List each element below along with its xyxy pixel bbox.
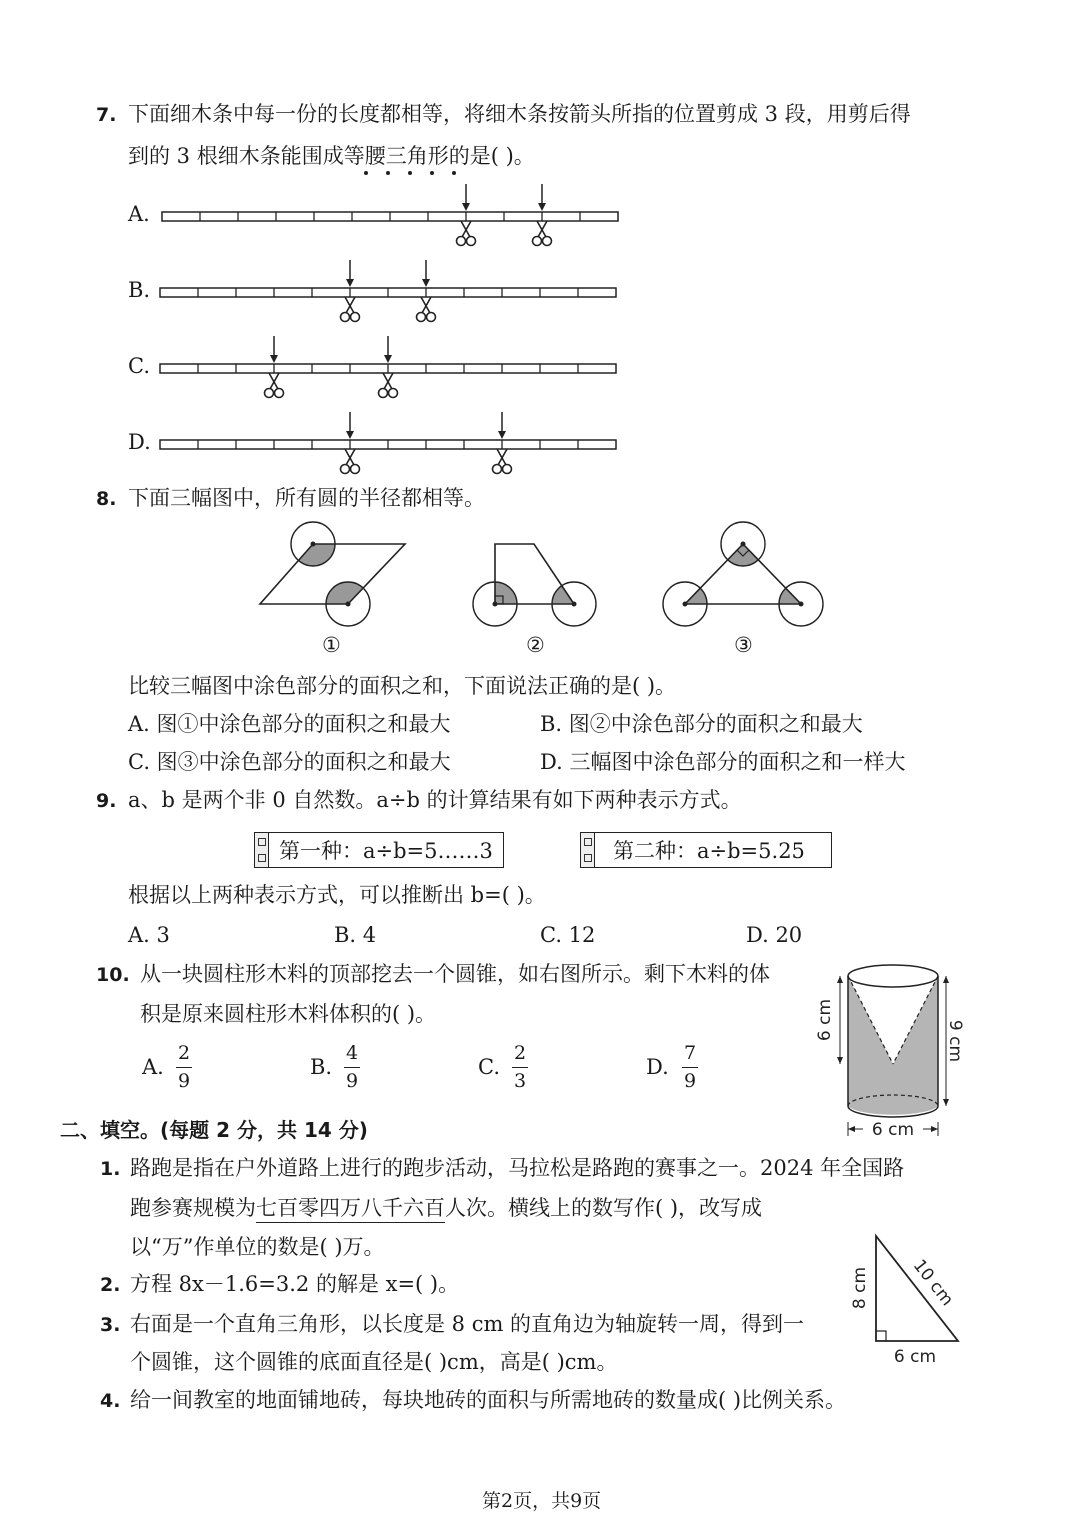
f1-line2-end: 人次。横线上的数写作( )，改写成 xyxy=(445,1196,763,1220)
q7-scissors-icon xyxy=(493,449,512,474)
q7-option-b-label: B. xyxy=(128,278,151,302)
q10-option-d-denominator: 9 xyxy=(683,1070,697,1092)
q9-option-d: D. 20 xyxy=(746,923,803,947)
q10-stem-line1: 从一块圆柱形木料的顶部挖去一个圆锥，如右图所示。剩下木料的体 xyxy=(140,962,770,986)
q9-form-1-text: 第一种：a÷b=5……3 xyxy=(279,839,493,863)
q10-option-c-numerator: 2 xyxy=(513,1042,527,1064)
q7-cut-arrow xyxy=(346,412,354,439)
q7-cut-arrow xyxy=(538,184,546,211)
q7-option-d-label: D. xyxy=(128,430,151,454)
q7-cut-arrow xyxy=(498,412,506,439)
q8-option-b: B. 图②中涂色部分的面积之和最大 xyxy=(540,712,863,736)
q7-option-c-label: C. xyxy=(128,354,150,378)
q7-cut-arrow xyxy=(384,336,392,363)
f3-line1: 右面是一个直角三角形，以长度是 8 cm 的直角边为轴旋转一周，得到一 xyxy=(130,1312,805,1336)
q9-question: 根据以上两种表示方式，可以推断出 b=( )。 xyxy=(128,883,546,907)
f1-line3: 以“万”作单位的数是( )万。 xyxy=(130,1235,385,1259)
f3-fig-leg-horizontal-label: 6 cm xyxy=(893,1347,937,1367)
q7-cut-arrow xyxy=(270,336,278,363)
q7-strip-c xyxy=(160,336,616,398)
q8-figure-2-label: ② xyxy=(526,633,545,657)
q9-option-a: A. 3 xyxy=(128,923,170,947)
q7-cut-arrow xyxy=(422,260,430,287)
q7-wood-strips-figure xyxy=(150,170,640,480)
q10-option-a-fraction xyxy=(176,1044,192,1091)
q8-number: 8. xyxy=(96,488,117,510)
f3-line2: 个圆锥，这个圆锥的底面直径是( )cm，高是( )cm。 xyxy=(130,1350,618,1374)
q10-option-d-numerator: 7 xyxy=(683,1042,697,1064)
q7-scissors-icon xyxy=(457,221,476,246)
q7-stem-line2: 到的 3 根细木条能围成等腰三角形的是( )。 xyxy=(128,144,535,168)
q8-stem: 下面三幅图中，所有圆的半径都相等。 xyxy=(128,486,485,510)
q8-figure-1-label: ① xyxy=(322,633,341,657)
q10-number: 10. xyxy=(96,964,130,986)
q10-fig-diameter-label: 6 cm xyxy=(871,1120,915,1140)
f4-text: 给一间教室的地面铺地砖，每块地砖的面积与所需地砖的数量成( )比例关系。 xyxy=(130,1388,847,1412)
q10-option-b-label: B. xyxy=(310,1055,333,1079)
q7-strip-b xyxy=(160,260,616,322)
q9-form-1-box xyxy=(254,832,504,868)
q8-figure-3-triangle xyxy=(663,522,823,626)
f1-underlined-number: 七百零四万八千六百 xyxy=(256,1196,445,1223)
q10-option-c-label: C. xyxy=(478,1055,500,1079)
f2-number: 2. xyxy=(100,1274,121,1296)
q10-option-b-fraction xyxy=(344,1044,360,1091)
f3-right-triangle-figure xyxy=(845,1228,975,1373)
q7-scissors-icon xyxy=(533,221,552,246)
f1-line1: 路跑是指在户外道路上进行的跑步活动，马拉松是路跑的赛事之一。2024 年全国路 xyxy=(130,1156,905,1180)
q7-cut-arrow xyxy=(346,260,354,287)
q7-scissors-icon xyxy=(265,373,284,398)
q10-fig-cylinder-height-label: 9 cm xyxy=(945,1019,965,1063)
f4-number: 4. xyxy=(100,1390,121,1412)
q9-option-b: B. 4 xyxy=(334,923,377,947)
q10-option-c-denominator: 3 xyxy=(513,1070,527,1092)
q10-cylinder-figure xyxy=(815,958,970,1142)
q10-fig-cone-height-label: 6 cm xyxy=(815,998,835,1042)
f2-text: 方程 8x－1.6=3.2 的解是 x=( )。 xyxy=(130,1272,460,1296)
q10-option-d-label: D. xyxy=(646,1055,669,1079)
f3-number: 3. xyxy=(100,1314,121,1336)
q10-option-d-fraction xyxy=(682,1044,698,1091)
q7-cut-arrow xyxy=(462,184,470,211)
f1-number: 1. xyxy=(100,1158,121,1180)
f1-line2-start: 跑参赛规模为 xyxy=(130,1196,256,1220)
q8-option-c: C. 图③中涂色部分的面积之和最大 xyxy=(128,750,451,774)
q10-option-a-label: A. xyxy=(142,1055,164,1079)
q8-figure-1-parallelogram xyxy=(260,522,405,626)
q7-strip-d xyxy=(160,412,616,474)
q10-option-c-fraction xyxy=(512,1044,528,1091)
q7-scissors-icon xyxy=(379,373,398,398)
q7-stem-line1: 下面细木条中每一份的长度都相等，将细木条按箭头所指的位置剪成 3 段，用剪后得 xyxy=(128,102,911,126)
q7-option-a-label: A. xyxy=(128,202,150,226)
q10-stem-line2: 积是原来圆柱形木料体积的( )。 xyxy=(140,1002,437,1026)
q9-number: 9. xyxy=(96,790,117,812)
page-footer: 第2页，共9页 xyxy=(482,1490,602,1512)
q8-figure-2-trapezoid xyxy=(473,544,596,626)
q8-figure-3-label: ③ xyxy=(734,633,753,657)
q8-question: 比较三幅图中涂色部分的面积之和，下面说法正确的是( )。 xyxy=(128,674,677,698)
q7-scissors-icon xyxy=(341,449,360,474)
q9-form-2-box xyxy=(580,832,832,868)
q10-option-b-numerator: 4 xyxy=(345,1042,359,1064)
q9-form-2-text: 第二种：a÷b=5.25 xyxy=(613,839,805,863)
f3-fig-hypotenuse-label: 10 cm xyxy=(908,1255,958,1310)
q10-option-a-numerator: 2 xyxy=(177,1042,191,1064)
q7-strip-a xyxy=(162,184,618,246)
q9-stem: a、b 是两个非 0 自然数。a÷b 的计算结果有如下两种表示方式。 xyxy=(128,788,742,812)
f1-line2 xyxy=(130,1198,762,1219)
q8-option-a: A. 图①中涂色部分的面积之和最大 xyxy=(128,712,451,736)
q7-scissors-icon xyxy=(341,297,360,322)
section-2-title: 二、填空。(每题 2 分，共 14 分) xyxy=(60,1118,368,1142)
q10-option-a-denominator: 9 xyxy=(177,1070,191,1092)
q7-number: 7. xyxy=(96,104,117,126)
q9-option-c: C. 12 xyxy=(540,923,596,947)
q10-option-b-denominator: 9 xyxy=(345,1070,359,1092)
q8-option-d: D. 三幅图中涂色部分的面积之和一样大 xyxy=(540,750,906,774)
f3-fig-leg-vertical-label: 8 cm xyxy=(850,1266,870,1310)
q7-scissors-icon xyxy=(417,297,436,322)
